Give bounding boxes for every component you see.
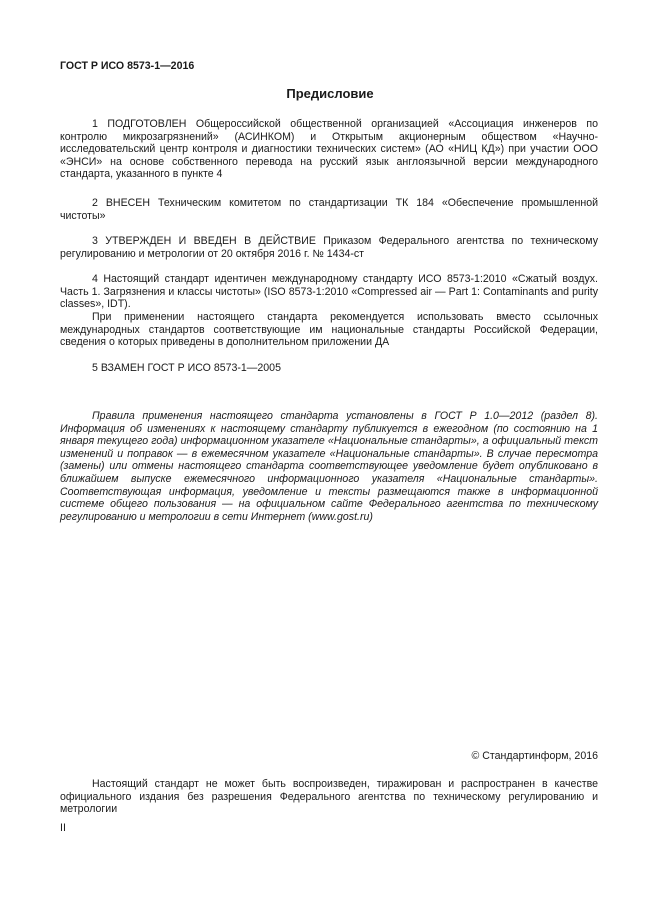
copyright-notice: © Стандартинформ, 2016 — [471, 750, 598, 762]
document-code: ГОСТ Р ИСО 8573-1—2016 — [60, 60, 195, 72]
page-number: II — [60, 822, 66, 834]
page-title: Предисловие — [286, 86, 374, 101]
section-5-replaces: 5 ВЗАМЕН ГОСТ Р ИСО 8573-1—2005 — [92, 362, 281, 374]
section-2-introduced: 2 ВНЕСЕН Техническим комитетом по стандартизации ТК 184 «Обеспечение промышленной чистоты» — [60, 197, 598, 222]
section-4-reference-note: При применении настоящего стандарта рекомендуется использовать вместо ссылочных международных стандартов соответствующие им национальные стандарты Российской Федерации, сведения о которых приведены в дополнительном приложении ДА — [60, 311, 598, 349]
section-3-approved: 3 УТВЕРЖДЕН И ВВЕДЕН В ДЕЙСТВИЕ Приказом Федерального агентства по техническому регулированию и метрологии от 20 октября 2016 г. № 1434-ст — [60, 235, 598, 260]
section-1-prepared: 1 ПОДГОТОВЛЕН Общероссийской общественной организацией «Ассоциация инженеров по контролю микрозагрязнений» (АСИНКОМ) и Открытым акционерным обществом «Научно-исследовательский центр контроля и диагностики технических систем» (АО «НИЦ КД») при участии ООО «ЭНСИ» на основе собственного перевода на русский язык англоязычной версии международного стандарта, указанного в пункте 4 — [60, 118, 598, 181]
reproduction-note: Настоящий стандарт не может быть воспроизведен, тиражирован и распространен в качестве официального издания без разрешения Федерального агентства по техническому регулированию и метрологии — [60, 778, 598, 816]
section-4-identical: 4 Настоящий стандарт идентичен международному стандарту ИСО 8573-1:2010 «Сжатый воздух. Часть 1. Загрязнения и классы чистоты» (ISO 8573-1:2010 «Compressed air — Part 1: Contaminants and purity classes», IDT). — [60, 273, 598, 311]
rules-note: Правила применения настоящего стандарта установлены в ГОСТ Р 1.0—2012 (раздел 8). Информация об изменениях к настоящему стандарту публикуется в ежегодном (по состоянию на 1 января текущего года) информационном указателе «Национальные стандарты», а официальный текст изменений и поправок — в ежемесячном указателе «Национальные стандарты». В случае пересмотра (замены) или отмены настоящего стандарта соответствующее уведомление будет опубликовано в ближайшем выпуске ежемесячного информационного указателя «Национальные стандарты». Соответствующая информация, уведомление и тексты размещаются также в информационной системе общего пользования — на официальном сайте Федерального агентства по техническому регулированию и метрологии в сети Интернет (www.gost.ru) — [60, 410, 598, 523]
